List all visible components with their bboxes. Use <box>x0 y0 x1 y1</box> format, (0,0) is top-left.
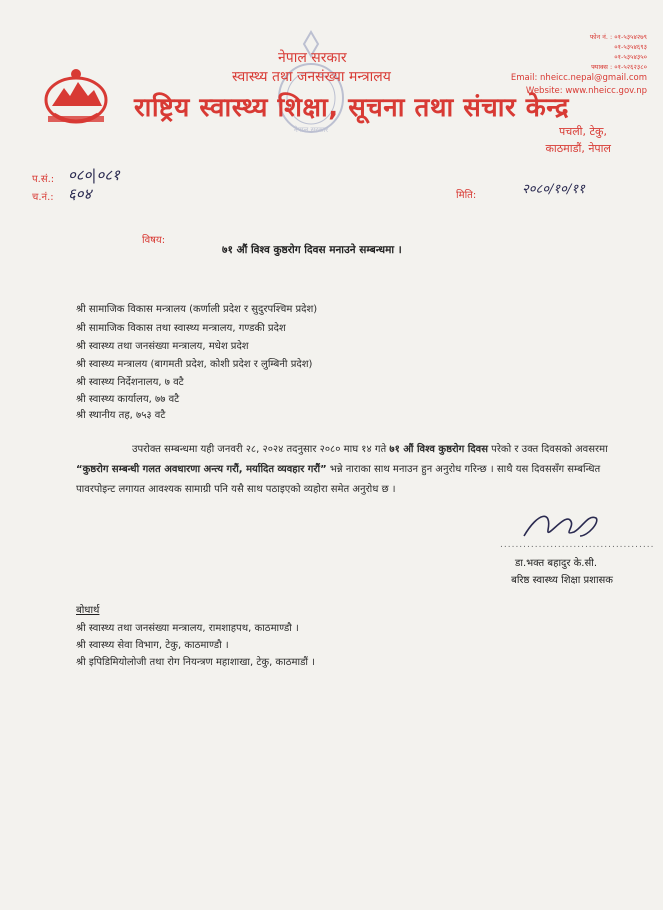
fax: फ्याक्स : ०१-५२६२३८० <box>591 63 647 71</box>
chalani-value: ६०४ <box>68 185 92 203</box>
website-text: Website: www.nheicc.gov.np <box>525 86 647 96</box>
signatory-name: डा.भक्त बहादुर के.सी. <box>515 558 597 569</box>
patra-label: प.सं.: <box>32 174 55 185</box>
phone-1: फोन नं. : ०१-५३५४२७९ <box>589 33 647 41</box>
recipient-line: श्री सामाजिक विकास मन्त्रालय (कर्णाली प्रदेश र सुदुरपश्चिम प्रदेश) <box>76 304 318 315</box>
patra-value: ०८०|०८१ <box>68 166 120 184</box>
nepal-emblem-icon <box>40 66 112 128</box>
recipient-line: श्री स्थानीय तह, ७५३ वटै <box>76 410 166 421</box>
phone-2: ०१-५३५४६९३ <box>614 43 647 51</box>
date-value: २०८०/१०/११ <box>522 182 585 197</box>
seal-text: नेपाल सरकार <box>293 126 329 134</box>
cc-item: श्री स्वास्थ्य सेवा विभाग, टेकु, काठमाण्डौ । <box>76 640 229 651</box>
subject-label: विषय: <box>142 235 166 246</box>
body-bold-slogan: “कुष्ठरोग सम्बन्धी गलत अवधारणा अन्त्य गरौं, मर्यादित व्यवहार गरौं” <box>76 464 327 475</box>
subject-text: ७१ औं विश्व कुष्ठरोग दिवस मनाउने सम्बन्धमा । <box>222 244 402 256</box>
cc-item: श्री स्वास्थ्य तथा जनसंख्या मन्त्रालय, रामशाहपथ, काठमाण्डौ । <box>76 623 299 634</box>
phone-3: ०१-५३५४३५० <box>614 53 647 61</box>
body-part-1: उपरोक्त सम्बन्धमा यही जनवरी २८, २०२४ तदनुसार २०८० माघ १४ गते <box>132 444 390 455</box>
signature-line: ........................................ <box>500 540 655 550</box>
date-label: मिति: <box>456 190 477 201</box>
body-part-3: भन्ने नाराका साथ मनाउन हुन अनुरोध गरिन्छ । साथै यस दिवससँग सम्बन्धित पावरपोइन्ट लगायत आवश्यक सामाग्री पनि यसै साथ पठाइएको व्यहोरा समेत अनुरोध छ । <box>76 464 601 495</box>
recipient-line: श्री स्वास्थ्य निर्देशनालय, ७ वटै <box>76 377 184 388</box>
government-name: नेपाल सरकार <box>278 50 347 66</box>
recipient-line: श्री स्वास्थ्य मन्त्रालय (बागमती प्रदेश, कोशी प्रदेश र लुम्बिनी प्रदेश) <box>76 359 313 370</box>
cc-item: श्री इपिडिमियोलोजी तथा रोग नियन्त्रण महाशाखा, टेकु, काठमाडौं । <box>76 657 315 668</box>
address-line-1: पचली, टेकु, <box>558 125 607 138</box>
cc-label: बोधार्थ <box>76 605 100 616</box>
recipient-line: श्री स्वास्थ्य कार्यालय, ७७ वटै <box>76 394 180 405</box>
body-paragraph <box>76 440 616 500</box>
recipient-line: श्री स्वास्थ्य तथा जनसंख्या मन्त्रालय, मधेश प्रदेश <box>76 341 249 352</box>
email-text: Email: nheicc.nepal@gmail.com <box>510 73 647 83</box>
chalani-label: च.नं.: <box>32 192 54 203</box>
centre-name: राष्ट्रिय स्वास्थ्य शिक्षा, सूचना तथा संचार केन्द्र <box>134 93 570 123</box>
ministry-name: स्वास्थ्य तथा जनसंख्या मन्त्रालय <box>232 69 391 85</box>
body-bold-event: ७१ औं विश्व कुष्ठरोग दिवस <box>389 444 488 455</box>
body-part-2: परेको र उक्त दिवसको अवसरमा <box>487 444 608 455</box>
address-line-2: काठमाडौं, नेपाल <box>545 142 611 155</box>
signatory-title: बरिष्ठ स्वास्थ्य शिक्षा प्रशासक <box>511 575 613 586</box>
recipient-line: श्री सामाजिक विकास तथा स्वास्थ्य मन्त्रालय, गण्डकी प्रदेश <box>76 323 286 334</box>
